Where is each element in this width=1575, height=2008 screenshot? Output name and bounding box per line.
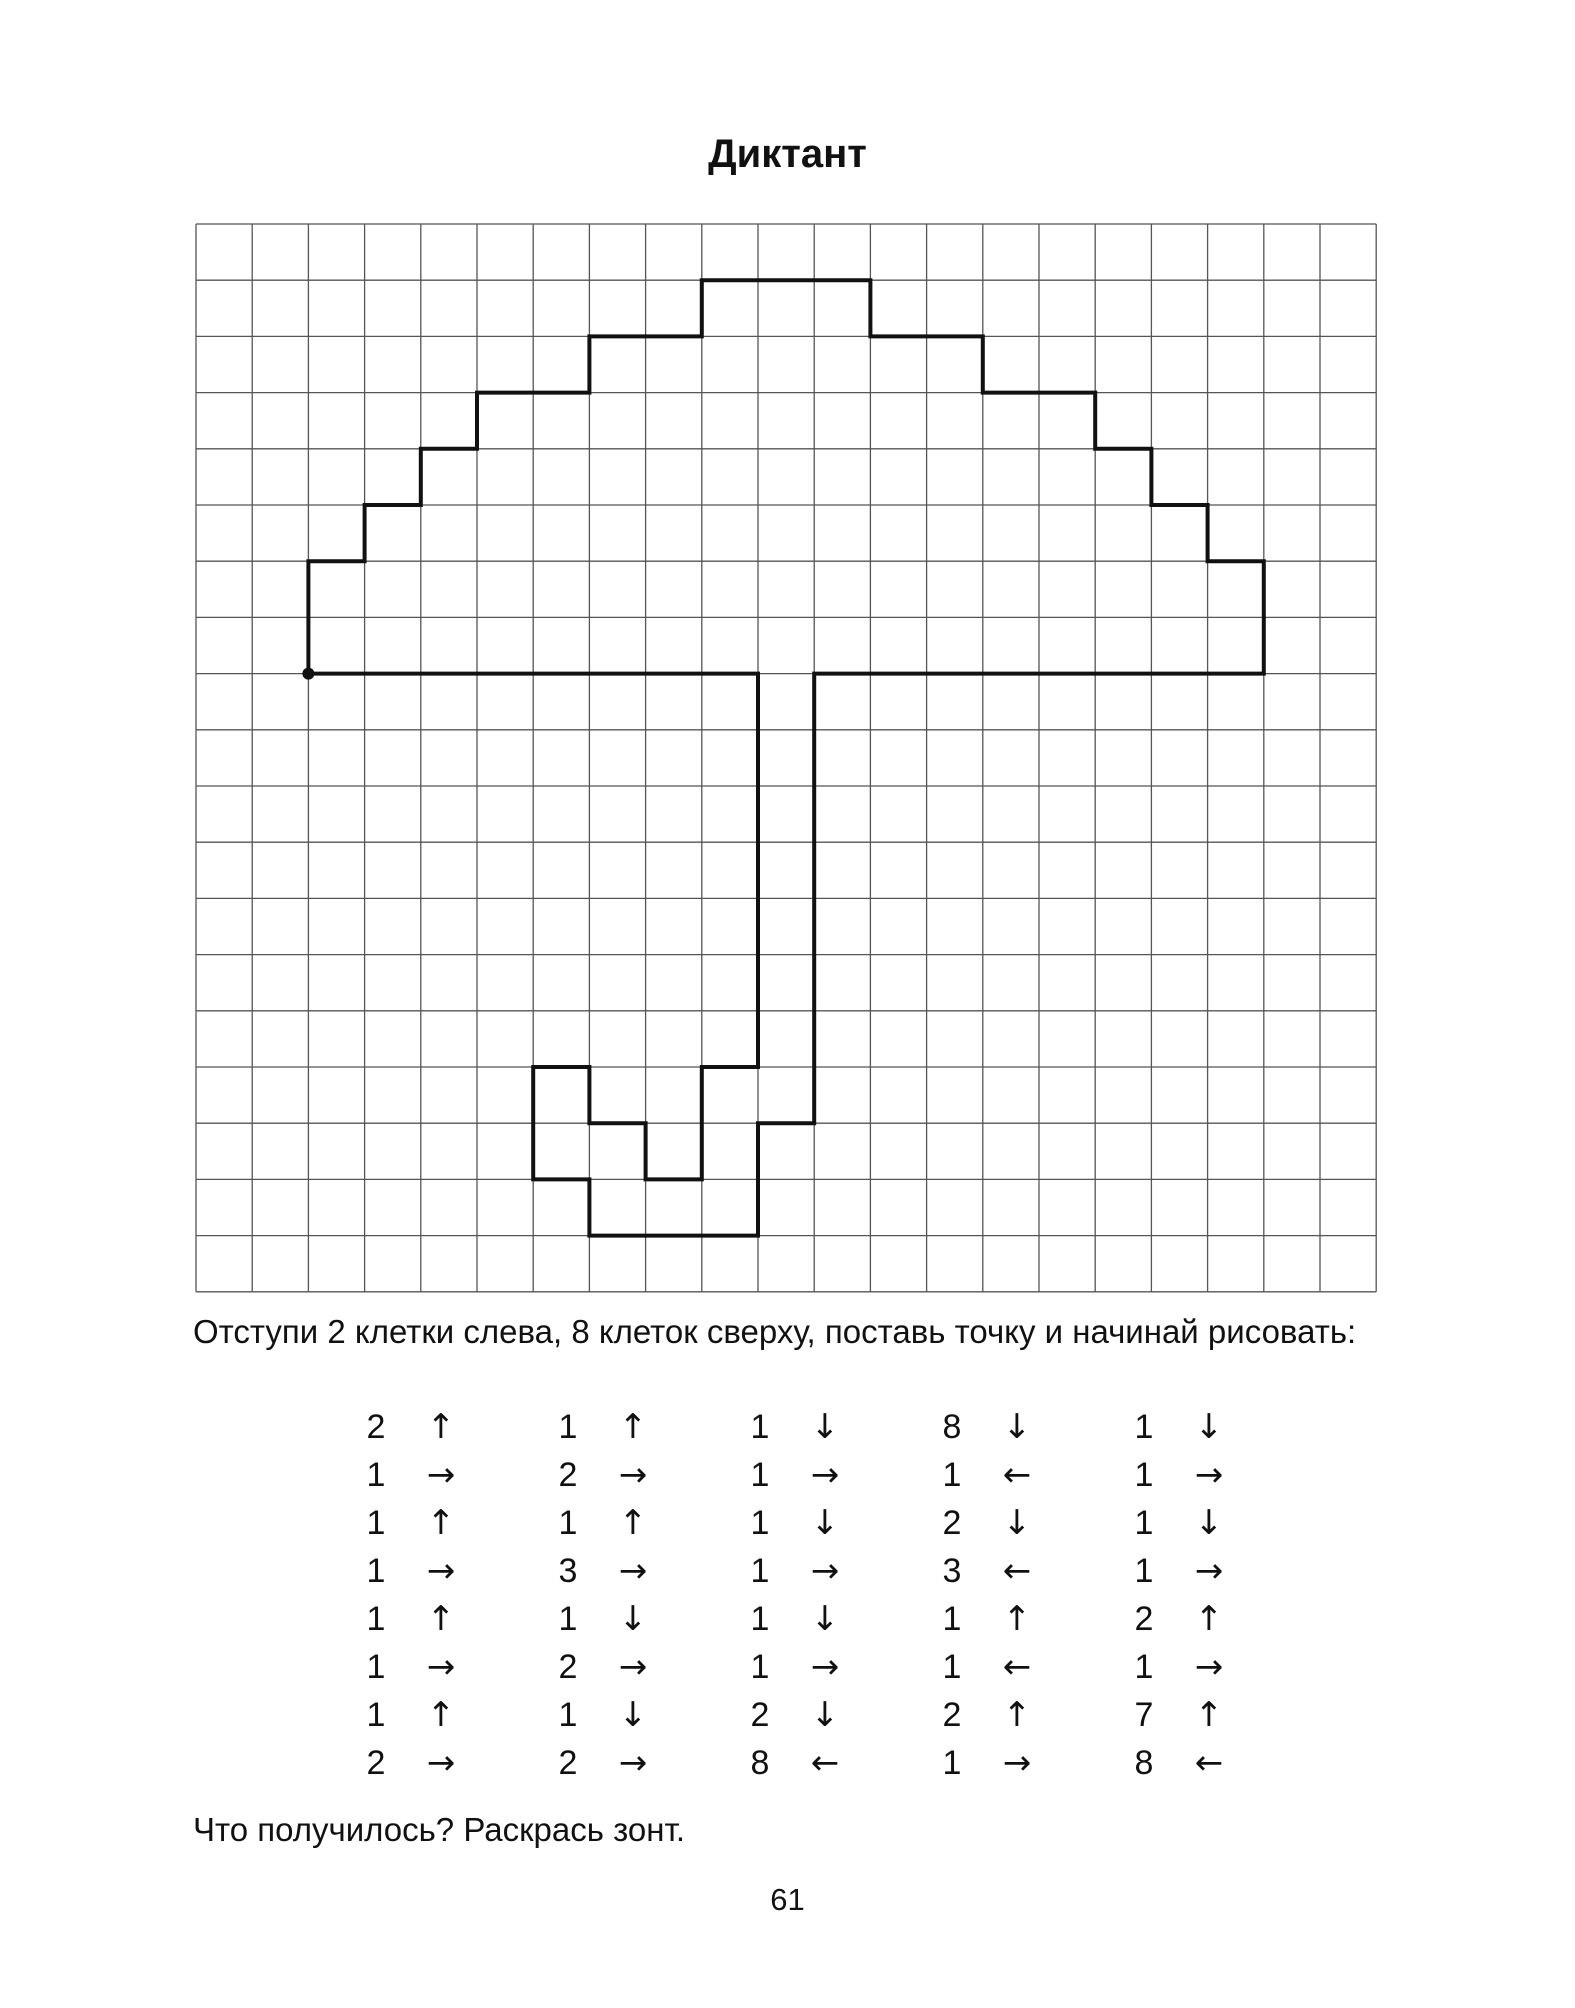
dictation-column-4 bbox=[934, 1403, 1054, 1787]
dictation-step bbox=[934, 1499, 1054, 1547]
step-count: 1 bbox=[942, 1456, 962, 1494]
step-arrow-icon: → bbox=[1194, 1551, 1224, 1591]
dictation-step bbox=[550, 1451, 670, 1499]
step-arrow-icon: ← bbox=[1002, 1455, 1032, 1495]
step-arrow-icon: ↓ bbox=[618, 1695, 648, 1735]
step-count: 3 bbox=[942, 1552, 962, 1590]
step-count: 1 bbox=[942, 1600, 962, 1638]
step-arrow-icon: ↑ bbox=[618, 1503, 648, 1543]
umbrella-figure bbox=[308, 280, 1263, 1235]
step-arrow-icon: → bbox=[810, 1551, 840, 1591]
dictation-column-3 bbox=[742, 1403, 862, 1787]
step-arrow-icon: → bbox=[618, 1455, 648, 1495]
dictation-step bbox=[742, 1691, 862, 1739]
dictation-step bbox=[934, 1547, 1054, 1595]
step-arrow-icon: → bbox=[810, 1647, 840, 1687]
dictation-step bbox=[742, 1547, 862, 1595]
dictation-step bbox=[742, 1499, 862, 1547]
step-count: 1 bbox=[1134, 1504, 1154, 1542]
dictation-step bbox=[1126, 1403, 1246, 1451]
step-count: 1 bbox=[1134, 1408, 1154, 1446]
step-arrow-icon: ↓ bbox=[1194, 1407, 1224, 1447]
step-arrow-icon: ↓ bbox=[810, 1695, 840, 1735]
step-count: 1 bbox=[750, 1456, 770, 1494]
dictation-step bbox=[358, 1691, 478, 1739]
dictation-step bbox=[1126, 1499, 1246, 1547]
step-count: 2 bbox=[942, 1504, 962, 1542]
step-arrow-icon: → bbox=[810, 1455, 840, 1495]
step-arrow-icon: ↑ bbox=[1194, 1599, 1224, 1639]
dictation-step bbox=[550, 1595, 670, 1643]
step-count: 1 bbox=[558, 1600, 578, 1638]
dictation-column-1 bbox=[358, 1403, 478, 1787]
dictation-step bbox=[550, 1547, 670, 1595]
step-count: 1 bbox=[366, 1600, 386, 1638]
step-arrow-icon: ↓ bbox=[810, 1503, 840, 1543]
dictation-step bbox=[1126, 1595, 1246, 1643]
step-arrow-icon: → bbox=[618, 1743, 648, 1783]
start-point bbox=[302, 668, 314, 680]
step-arrow-icon: ↓ bbox=[810, 1407, 840, 1447]
dictation-step bbox=[358, 1499, 478, 1547]
step-arrow-icon: ↑ bbox=[426, 1695, 456, 1735]
instruction-text: Отступи 2 клетки слева, 8 клеток сверху, поставь точку и начинай рисовать: bbox=[193, 1313, 1357, 1350]
step-count: 1 bbox=[366, 1456, 386, 1494]
step-arrow-icon: ↑ bbox=[426, 1503, 456, 1543]
step-count: 1 bbox=[750, 1552, 770, 1590]
dictation-step bbox=[550, 1403, 670, 1451]
step-arrow-icon: → bbox=[426, 1647, 456, 1687]
step-arrow-icon: ← bbox=[1002, 1647, 1032, 1687]
step-count: 2 bbox=[1134, 1600, 1154, 1638]
dictation-step bbox=[358, 1595, 478, 1643]
page-number: 61 bbox=[770, 1882, 805, 1917]
dictation-step bbox=[934, 1739, 1054, 1787]
step-arrow-icon: ↓ bbox=[810, 1599, 840, 1639]
step-count: 1 bbox=[558, 1408, 578, 1446]
step-arrow-icon: → bbox=[618, 1647, 648, 1687]
dictation-step bbox=[934, 1643, 1054, 1691]
step-count: 8 bbox=[750, 1744, 770, 1782]
step-count: 1 bbox=[366, 1552, 386, 1590]
step-arrow-icon: ↑ bbox=[426, 1407, 456, 1447]
step-count: 1 bbox=[366, 1648, 386, 1686]
step-arrow-icon: → bbox=[426, 1743, 456, 1783]
step-count: 1 bbox=[1134, 1552, 1154, 1590]
dictation-step bbox=[358, 1451, 478, 1499]
dictation-step bbox=[358, 1403, 478, 1451]
dictation-step bbox=[550, 1739, 670, 1787]
step-count: 1 bbox=[366, 1504, 386, 1542]
step-count: 1 bbox=[1134, 1456, 1154, 1494]
dictation-step bbox=[742, 1643, 862, 1691]
step-arrow-icon: → bbox=[1194, 1455, 1224, 1495]
step-arrow-icon: ← bbox=[1002, 1551, 1032, 1591]
step-arrow-icon: ↓ bbox=[618, 1599, 648, 1639]
dictation-step bbox=[934, 1451, 1054, 1499]
step-count: 1 bbox=[750, 1648, 770, 1686]
step-count: 3 bbox=[558, 1552, 578, 1590]
step-arrow-icon: ↑ bbox=[1002, 1599, 1032, 1639]
step-count: 1 bbox=[750, 1504, 770, 1542]
step-arrow-icon: ← bbox=[1194, 1743, 1224, 1783]
dictation-step bbox=[550, 1499, 670, 1547]
step-arrow-icon: → bbox=[1194, 1647, 1224, 1687]
step-count: 2 bbox=[558, 1648, 578, 1686]
step-count: 2 bbox=[366, 1408, 386, 1446]
step-count: 2 bbox=[750, 1696, 770, 1734]
step-count: 2 bbox=[558, 1456, 578, 1494]
dictation-step bbox=[934, 1595, 1054, 1643]
step-arrow-icon: ↑ bbox=[1002, 1695, 1032, 1735]
dictation-step bbox=[742, 1595, 862, 1643]
dictation-step bbox=[1126, 1643, 1246, 1691]
dictation-step bbox=[934, 1691, 1054, 1739]
step-count: 1 bbox=[558, 1696, 578, 1734]
dictation-step bbox=[358, 1739, 478, 1787]
step-count: 7 bbox=[1134, 1696, 1154, 1734]
step-count: 1 bbox=[942, 1744, 962, 1782]
dictation-step bbox=[358, 1643, 478, 1691]
page-title: Диктант bbox=[708, 132, 867, 176]
step-arrow-icon: → bbox=[426, 1551, 456, 1591]
step-arrow-icon: → bbox=[426, 1455, 456, 1495]
dictation-step bbox=[1126, 1739, 1246, 1787]
step-count: 1 bbox=[558, 1504, 578, 1542]
step-count: 1 bbox=[366, 1696, 386, 1734]
step-count: 1 bbox=[1134, 1648, 1154, 1686]
step-arrow-icon: ↓ bbox=[1002, 1503, 1032, 1543]
step-count: 8 bbox=[942, 1408, 962, 1446]
step-arrow-icon: → bbox=[1002, 1743, 1032, 1783]
question-text: Что получилось? Раскрась зонт. bbox=[193, 1811, 686, 1848]
step-count: 2 bbox=[558, 1744, 578, 1782]
dictation-column-5 bbox=[1126, 1403, 1246, 1787]
step-count: 8 bbox=[1134, 1744, 1154, 1782]
step-arrow-icon: ↑ bbox=[618, 1407, 648, 1447]
step-arrow-icon: ↓ bbox=[1002, 1407, 1032, 1447]
step-count: 1 bbox=[942, 1648, 962, 1686]
dictation-step bbox=[550, 1643, 670, 1691]
step-arrow-icon: ← bbox=[810, 1743, 840, 1783]
step-arrow-icon: ↓ bbox=[1194, 1503, 1224, 1543]
dictation-step bbox=[358, 1547, 478, 1595]
step-count: 1 bbox=[750, 1600, 770, 1638]
step-arrow-icon: → bbox=[618, 1551, 648, 1591]
dictation-step bbox=[742, 1739, 862, 1787]
dictation-step bbox=[1126, 1547, 1246, 1595]
dictation-step bbox=[934, 1403, 1054, 1451]
step-count: 2 bbox=[942, 1696, 962, 1734]
step-count: 1 bbox=[750, 1408, 770, 1446]
dictation-step bbox=[1126, 1451, 1246, 1499]
step-arrow-icon: ↑ bbox=[426, 1599, 456, 1639]
dictation-step bbox=[742, 1451, 862, 1499]
grid-lines bbox=[196, 224, 1376, 1292]
dictation-step bbox=[550, 1691, 670, 1739]
step-count: 2 bbox=[366, 1744, 386, 1782]
dictation-column-2 bbox=[550, 1403, 670, 1787]
dictation-step bbox=[1126, 1691, 1246, 1739]
dictation-step bbox=[742, 1403, 862, 1451]
step-arrow-icon: ↑ bbox=[1194, 1695, 1224, 1735]
